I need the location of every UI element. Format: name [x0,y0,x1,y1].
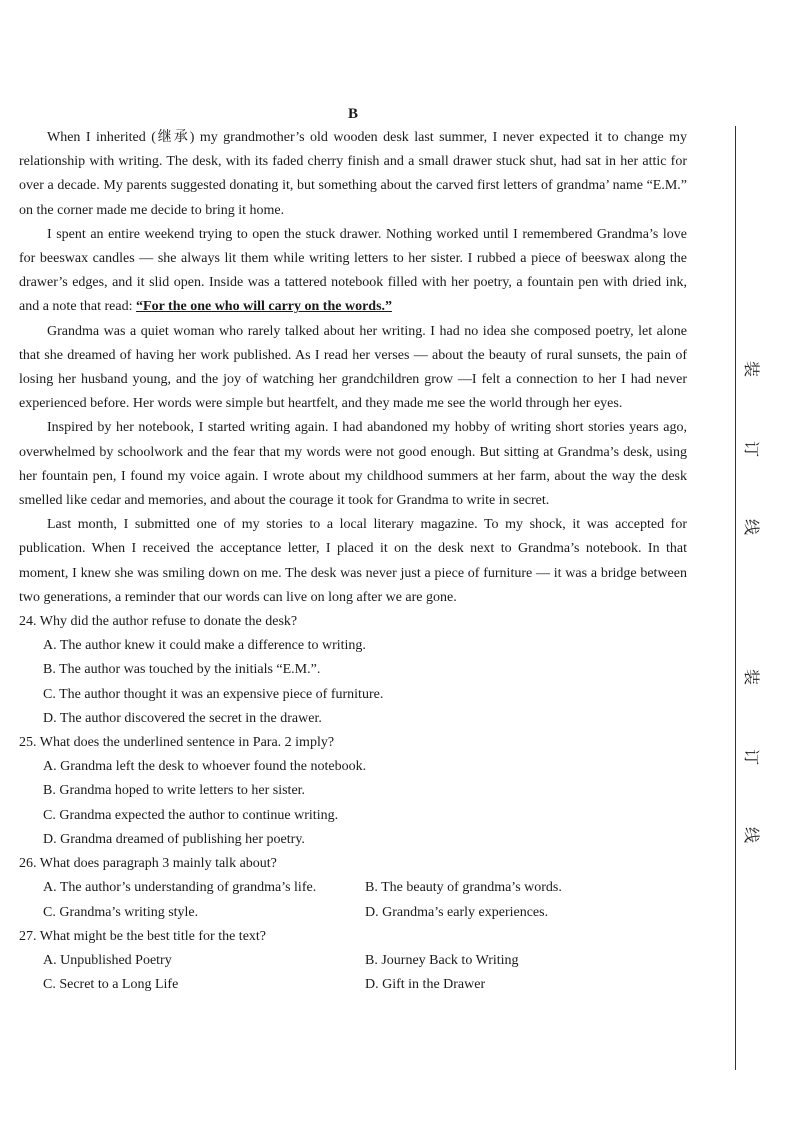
binding-mark: 订 [742,748,761,765]
underlined-sentence: “For the one who will carry on the words.” [136,299,393,315]
binding-mark: 装 [742,360,761,377]
options-row-2 [19,973,687,997]
paragraph-2 [19,223,687,320]
exam-page [19,104,687,997]
section-label: B [347,106,358,122]
paragraph-5: Last month, I submitted one of my stories to a local literary magazine. To my shock, it was accepted for publication. When I received the acceptance letter, I placed it on the desk next to Grandma’s notebook. In that moment, I knew she was smiling down on me. The desk was never just a piece of furniture — it was a bridge between two generations, a reminder that our words can live on long after we are gone. [19,517,687,605]
option-a: A. Unpublished Poetry [43,952,172,968]
option-d: D. Gift in the Drawer [365,977,486,993]
option-c: C. The author thought it was an expensive piece of furniture. [43,686,384,702]
question-stem: 24. Why did the author refuse to donate the desk? [19,614,298,630]
question-stem: 27. What might be the best title for the text? [19,928,267,944]
binding-mark: 装 [742,668,761,685]
option-a: A. The author knew it could make a difference to writing. [43,638,366,654]
binding-mark: 线 [742,826,761,843]
binding-mark: 订 [742,440,761,457]
option-b: B. Grandma hoped to write letters to her sister. [43,783,306,799]
option-b: B. The beauty of grandma’s words. [365,880,562,896]
options-row-1 [19,949,687,973]
paragraph-2-text: I spent an entire weekend trying to open the stuck drawer. Nothing worked until I remembered Grandma’s love for beeswax candles — she always lit them while writing letters to her sister. I rubbed a piece of beeswax along the drawer’s edges, and it slid open. Inside was a tattered notebook filled with her poetry, a fountain pen with dried ink, and a note that read: [19,226,687,315]
option-d: D. The author discovered the secret in the drawer. [43,710,322,726]
option-d: D. Grandma’s early experiences. [365,904,549,920]
option-a: A. Grandma left the desk to whoever found the notebook. [43,759,367,775]
option-b: B. Journey Back to Writing [365,952,519,968]
option-d: D. Grandma dreamed of publishing her poetry. [43,831,305,847]
paragraph-1: When I inherited (继承) my grandmother’s old wooden desk last summer, I never expected it to change my relationship with writing. The desk, with its faded cherry finish and a small drawer stuck shut, had sat in her attic for over a decade. My parents suggested donating it, but something about the carved first letters of grandma’ name “E.M.” on the corner made me decide to bring it home. [19,130,687,218]
paragraph-3: Grandma was a quiet woman who rarely talked about her writing. I had no idea she composed poetry, let alone that she dreamed of having her work published. As I read her verses — about the beauty of rural sunsets, the pain of losing her husband young, and the joy of watching her grandchildren grow —I felt a connection to her I had never experienced before. Her words were simple but heartfelt, and they made me see the world through her eyes. [19,323,687,412]
options-row-1 [19,876,687,900]
question-27 [19,925,687,998]
option-c: C. Grandma expected the author to continue writing. [43,807,339,823]
paragraph-4: Inspired by her notebook, I started writing again. I had abandoned my hobby of writing short stories years ago, overwhelmed by schoolwork and the fear that my words were not good enough. But sitting at Grandma’s desk, using her fountain pen, I found my voice again. I wrote about my childhood summers at her farm, about the way the desk smelled like cedar and memories, and about the courage it took for Grandma to write in secret. [19,420,687,509]
question-25 [19,731,687,852]
options-row-2 [19,901,687,925]
question-24 [19,610,687,731]
question-stem: 26. What does paragraph 3 mainly talk about? [19,856,277,872]
option-c: C. Secret to a Long Life [43,977,179,993]
question-stem: 25. What does the underlined sentence in Para. 2 imply? [19,735,335,751]
option-c: C. Grandma’s writing style. [43,904,199,920]
option-a: A. The author’s understanding of grandma’s life. [43,880,317,896]
option-b: B. The author was touched by the initials “E.M.”. [43,662,321,678]
question-26 [19,852,687,925]
binding-line [735,126,736,1070]
binding-mark: 线 [742,518,761,535]
